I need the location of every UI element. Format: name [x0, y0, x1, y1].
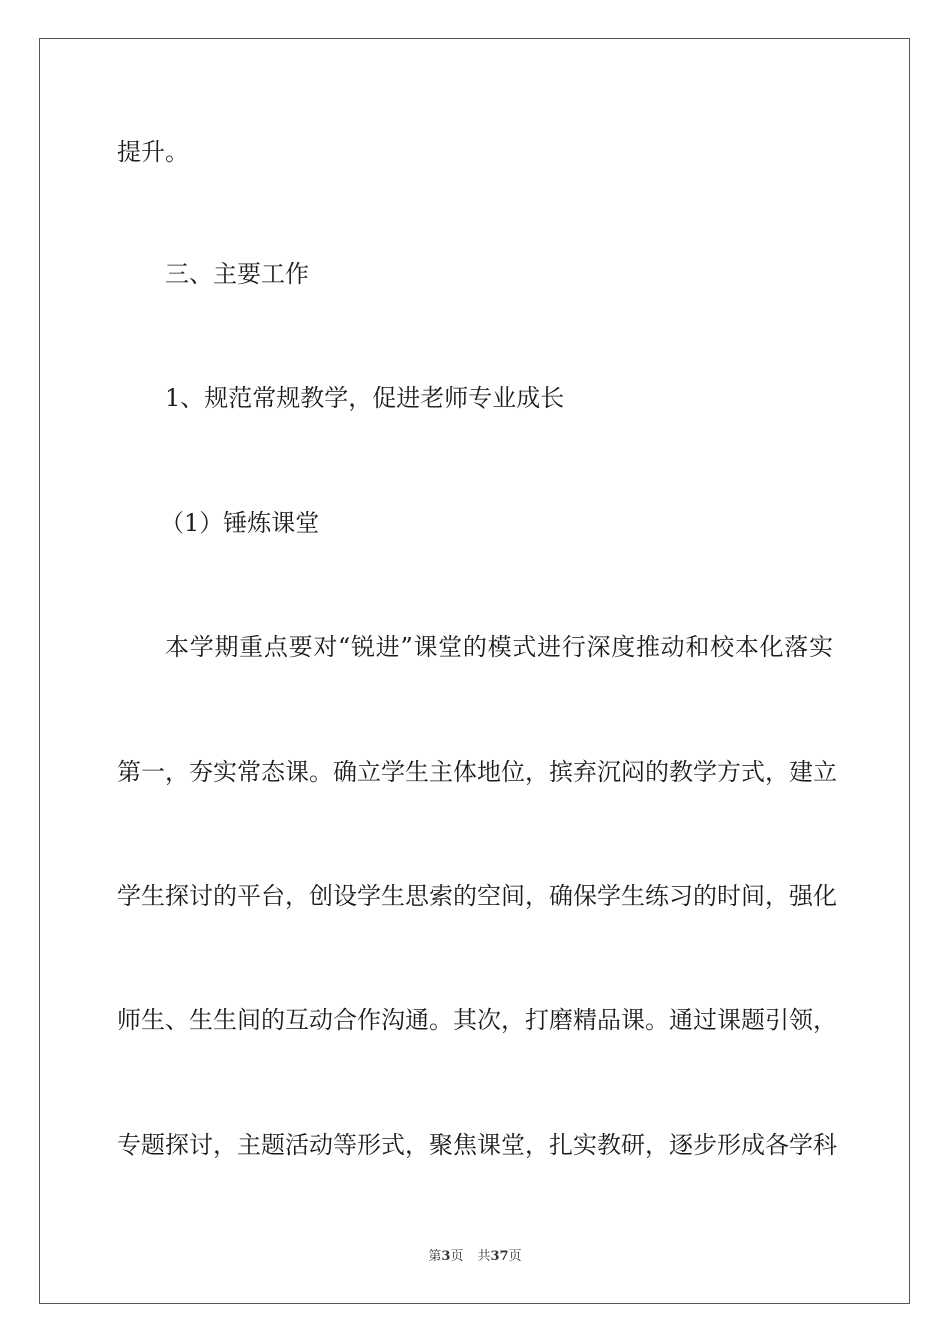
total-prefix: 共	[477, 1249, 491, 1264]
page-footer	[0, 1248, 950, 1266]
subsection-heading: 1、规范常规教学，促进老师专业成长	[165, 384, 565, 412]
page-suffix: 页	[450, 1249, 464, 1264]
page-total: 37	[490, 1249, 509, 1264]
page-current: 3	[441, 1249, 451, 1264]
paragraph-line-3: 第一，夯实常态课。确立学生主体地位，摈弃沉闷的教学方式，建立	[117, 758, 837, 786]
paragraph-line-4: 学生探讨的平台，创设学生思索的空间，确保学生练习的时间，强化	[117, 882, 837, 910]
paragraph-line-2: 本学期重点要对“锐进”课堂的模式进行深度推动和校本化落实	[165, 633, 833, 661]
paragraph-line-6: 专题探讨，主题活动等形式，聚焦课堂，扎实教研，逐步形成各学科	[117, 1131, 837, 1159]
paragraph-line-1: 提升。	[117, 138, 189, 166]
total-suffix: 页	[508, 1249, 522, 1264]
page-border	[39, 38, 910, 1304]
page-prefix: 第	[428, 1249, 442, 1264]
sub-subsection-heading: （1）锤炼课堂	[160, 509, 320, 537]
paragraph-line-5: 师生、生生间的互动合作沟通。其次，打磨精品课。通过课题引领，	[117, 1006, 837, 1034]
section-heading: 三、主要工作	[165, 260, 309, 288]
